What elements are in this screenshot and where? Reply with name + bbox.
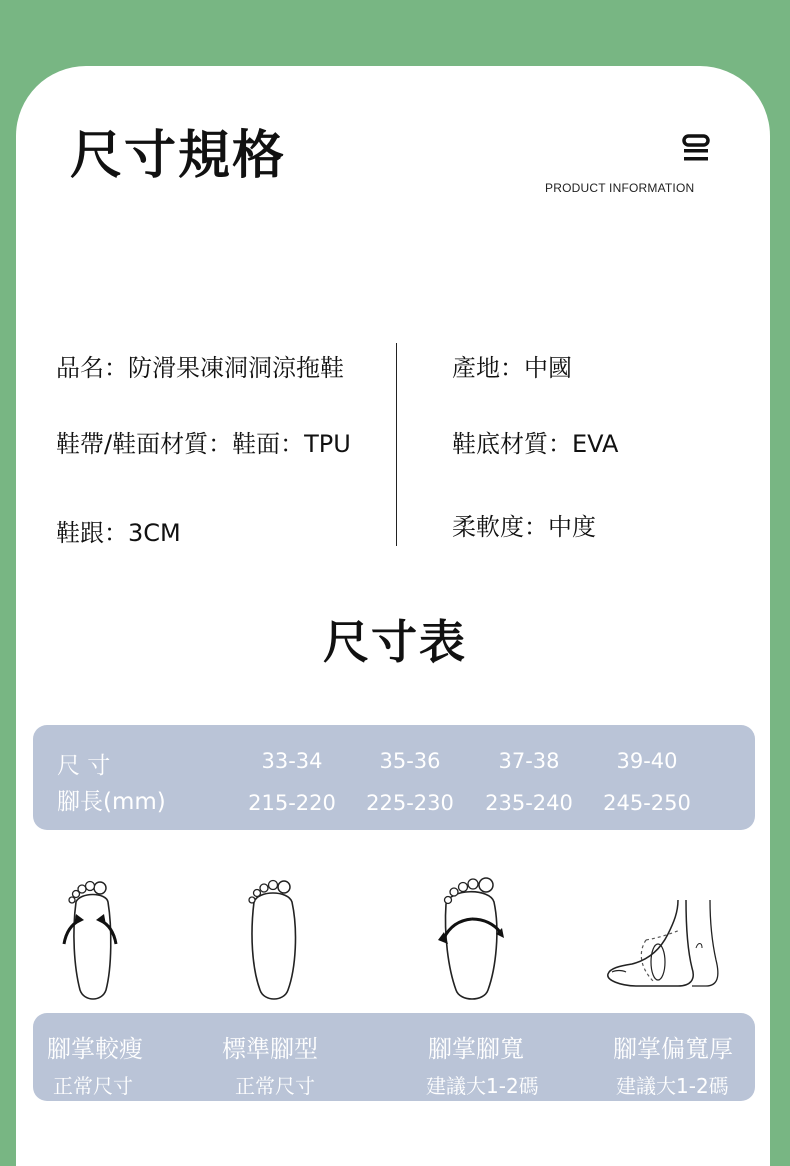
size-row-label: 尺 寸 — [57, 753, 111, 779]
length-cell: 225-230 — [366, 791, 454, 815]
foot-type-advice: 正常尺寸 — [53, 1074, 133, 1098]
foot-type-advice: 建議大1-2碼 — [426, 1074, 539, 1098]
size-cell: 39-40 — [616, 749, 678, 773]
foot-type-name: 標準腳型 — [222, 1035, 318, 1063]
foot-type-name: 腳掌偏寬厚 — [613, 1035, 733, 1063]
length-cell: 235-240 — [485, 791, 573, 815]
spec-softness: 柔軟度：中度 — [452, 513, 596, 541]
spec-product-name: 品名：防滑果凍洞洞涼拖鞋 — [56, 354, 344, 382]
wide-foot-icon — [404, 872, 534, 1007]
thick-foot-icon — [598, 872, 728, 1007]
foot-type-name: 腳掌較瘦 — [47, 1035, 143, 1063]
spec-divider — [396, 343, 397, 546]
length-cell: 245-250 — [603, 791, 691, 815]
foot-type-name: 腳掌腳寬 — [428, 1035, 524, 1063]
size-cell: 33-34 — [261, 749, 323, 773]
foot-type-band — [33, 1013, 755, 1101]
narrow-foot-icon — [24, 872, 154, 1007]
page-title: 尺寸規格 — [70, 126, 287, 186]
standard-foot-icon — [206, 872, 336, 1007]
size-cell: 35-36 — [379, 749, 441, 773]
length-row-label: 腳長(mm) — [57, 789, 166, 815]
foot-type-advice: 正常尺寸 — [235, 1074, 315, 1098]
length-cell: 215-220 — [248, 791, 336, 815]
size-cell: 37-38 — [498, 749, 560, 773]
foot-type-advice: 建議大1-2碼 — [616, 1074, 729, 1098]
spec-heel: 鞋跟：3CM — [56, 519, 181, 547]
brand-logo-icon — [681, 134, 711, 164]
spec-origin: 產地：中國 — [452, 354, 572, 382]
spec-strap-material: 鞋帶/鞋面材質：鞋面：TPU — [56, 430, 351, 458]
page-subtitle: PRODUCT INFORMATION — [545, 181, 695, 195]
size-chart-title: 尺寸表 — [323, 615, 467, 669]
spec-sole-material: 鞋底材質：EVA — [452, 430, 619, 458]
size-table — [33, 725, 755, 830]
